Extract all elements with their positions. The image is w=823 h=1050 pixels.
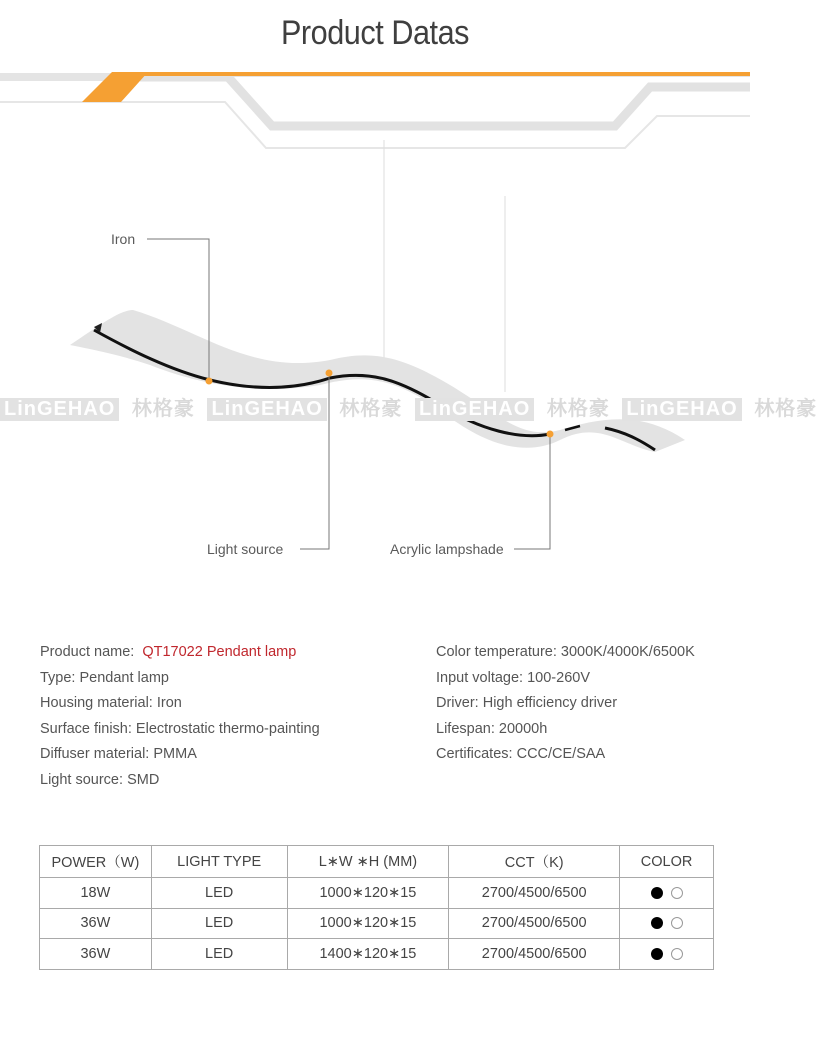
spec-diffuser-material: Diffuser material: PMMA <box>40 746 197 762</box>
watermark <box>0 392 818 420</box>
cell-color <box>620 908 714 939</box>
white-swatch-icon <box>671 948 683 960</box>
table-row <box>40 908 714 939</box>
callout-acrylic-lampshade: Acrylic lampshade <box>390 541 504 557</box>
white-swatch-icon <box>671 917 683 929</box>
spec-color-temperature: Color temperature: 3000K/4000K/6500K <box>436 644 695 660</box>
cell-light-type: LED <box>151 878 287 909</box>
watermark-latin: LinGEHAO <box>207 398 326 421</box>
page-title: Product Datas <box>280 14 470 52</box>
spec-type: Type: Pendant lamp <box>40 669 169 686</box>
black-swatch-icon <box>651 917 663 929</box>
watermark-chinese: 林格豪 <box>131 398 195 420</box>
spec-driver: Driver: High efficiency driver <box>436 695 618 711</box>
cell-light-type: LED <box>151 908 287 939</box>
cell-cct: 2700/4500/6500 <box>449 908 620 939</box>
black-swatch-icon <box>651 887 663 899</box>
black-swatch-icon <box>651 948 663 960</box>
cell-dimensions: 1000∗120∗15 <box>287 908 449 939</box>
spec-housing-material: Housing material: Iron <box>40 695 182 711</box>
specs-right <box>436 640 695 768</box>
callout-iron: Iron <box>111 231 136 247</box>
lampshade-marker <box>547 431 554 438</box>
product-name-value: QT17022 Pendant lamp <box>142 644 297 660</box>
cell-cct: 2700/4500/6500 <box>449 939 620 970</box>
cell-color <box>620 878 714 909</box>
spec-product-name: Product name: QT17022 Pendant lamp <box>40 644 297 660</box>
cell-power: 18W <box>40 878 152 909</box>
light-source-marker <box>326 370 333 377</box>
spec-light-source: Light source: SMD <box>40 771 160 788</box>
header-cct: CCT（K) <box>449 846 620 878</box>
spec-certificates: Certificates: CCC/CE/SAA <box>436 746 606 762</box>
cell-cct: 2700/4500/6500 <box>449 878 620 909</box>
spec-table <box>39 845 714 970</box>
spec-surface-finish: Surface finish: Electrostatic thermo-painting <box>40 720 320 737</box>
cell-power: 36W <box>40 939 152 970</box>
header-light-type: LIGHT TYPE <box>151 846 287 878</box>
header-dimensions: L∗W ∗H (MM) <box>287 846 449 878</box>
watermark-latin: LinGEHAO <box>0 398 119 421</box>
watermark-latin: LinGEHAO <box>622 398 741 421</box>
iron-marker <box>206 378 213 385</box>
lamp-illustration <box>0 140 750 600</box>
cell-color <box>620 939 714 970</box>
spec-lifespan: Lifespan: 20000h <box>436 720 548 737</box>
cell-light-type: LED <box>151 939 287 970</box>
table-row <box>40 878 714 909</box>
cell-dimensions: 1000∗120∗15 <box>287 878 449 909</box>
cell-power: 36W <box>40 908 152 939</box>
cell-dimensions: 1400∗120∗15 <box>287 939 449 970</box>
header-color: COLOR <box>620 846 714 878</box>
callout-light-source: Light source <box>207 541 284 557</box>
specs-left <box>40 640 320 793</box>
header-power: POWER（W) <box>40 846 152 878</box>
watermark-latin: LinGEHAO <box>415 398 534 421</box>
white-swatch-icon <box>671 887 683 899</box>
watermark-chinese: 林格豪 <box>546 398 610 420</box>
accent-line <box>112 72 750 76</box>
watermark-chinese: 林格豪 <box>339 398 403 420</box>
table-header-row <box>40 846 714 878</box>
spec-input-voltage: Input voltage: 100-260V <box>436 669 590 686</box>
watermark-chinese: 林格豪 <box>754 398 818 420</box>
table-row <box>40 939 714 970</box>
header-decoration <box>0 60 750 140</box>
